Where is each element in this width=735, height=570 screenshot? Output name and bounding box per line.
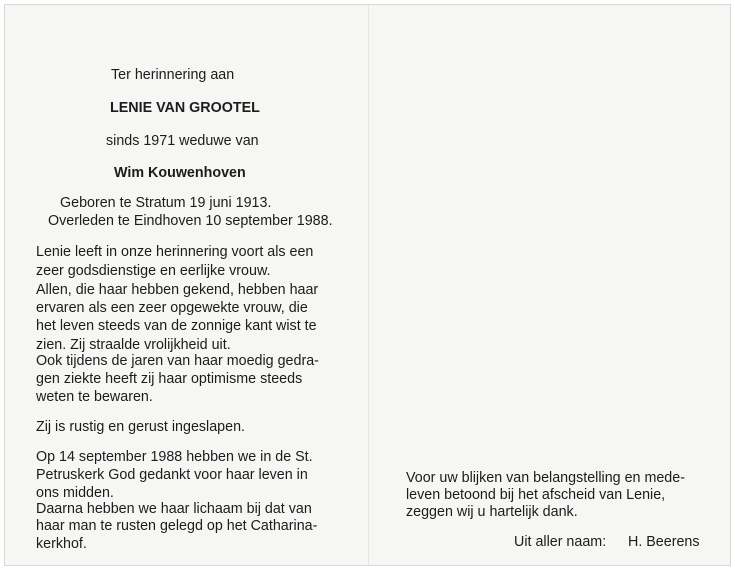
birth-line: Geboren te Stratum 19 juni 1913. xyxy=(60,195,272,211)
text-line: ervaren als een zeer opgewekte vrouw, die xyxy=(36,300,308,316)
signoff-name: H. Beerens xyxy=(628,534,700,550)
text-line: Voor uw blijken van belangstelling en mede- xyxy=(406,470,685,486)
signoff-label: Uit aller naam: xyxy=(514,534,607,550)
death-line: Overleden te Eindhoven 10 september 1988. xyxy=(48,213,333,229)
text-line: het leven steeds van de zonnige kant wist te xyxy=(36,318,317,334)
text-line: Ook tijdens de jaren van haar moedig gedra- xyxy=(36,353,319,369)
text-line: ons midden. xyxy=(36,485,114,501)
text-line: haar man te rusten gelegd op het Catharina- xyxy=(36,518,318,534)
text-line: zeggen wij u hartelijk dank. xyxy=(406,504,578,520)
text-line: zien. Zij straalde vrolijkheid uit. xyxy=(36,337,231,353)
text-line: leven betoond bij het afscheid van Lenie, xyxy=(406,487,666,503)
text-line: gen ziekte heeft zij haar optimisme steeds xyxy=(36,371,303,387)
intro-text: Ter herinnering aan xyxy=(111,67,235,83)
text-line: Petruskerk God gedankt voor haar leven in xyxy=(36,467,308,483)
spouse-name: Wim Kouwenhoven xyxy=(114,165,246,181)
text-line: Op 14 september 1988 hebben we in de St. xyxy=(36,449,313,465)
text-line: Allen, die haar hebben gekend, hebben haar xyxy=(36,282,319,298)
widow-since-text: sinds 1971 weduwe van xyxy=(106,133,259,149)
deceased-name: LENIE VAN GROOTEL xyxy=(110,100,260,116)
text-line: kerkhof. xyxy=(36,536,87,552)
text-line: Daarna hebben we haar lichaam bij dat van xyxy=(36,501,312,517)
card-fold-line xyxy=(368,5,369,565)
text-line: weten te bewaren. xyxy=(36,389,153,405)
text-line: zeer godsdienstige en eerlijke vrouw. xyxy=(36,263,271,279)
text-line: Lenie leeft in onze herinnering voort als een xyxy=(36,244,314,260)
paragraph-rest: Zij is rustig en gerust ingeslapen. xyxy=(36,419,246,435)
